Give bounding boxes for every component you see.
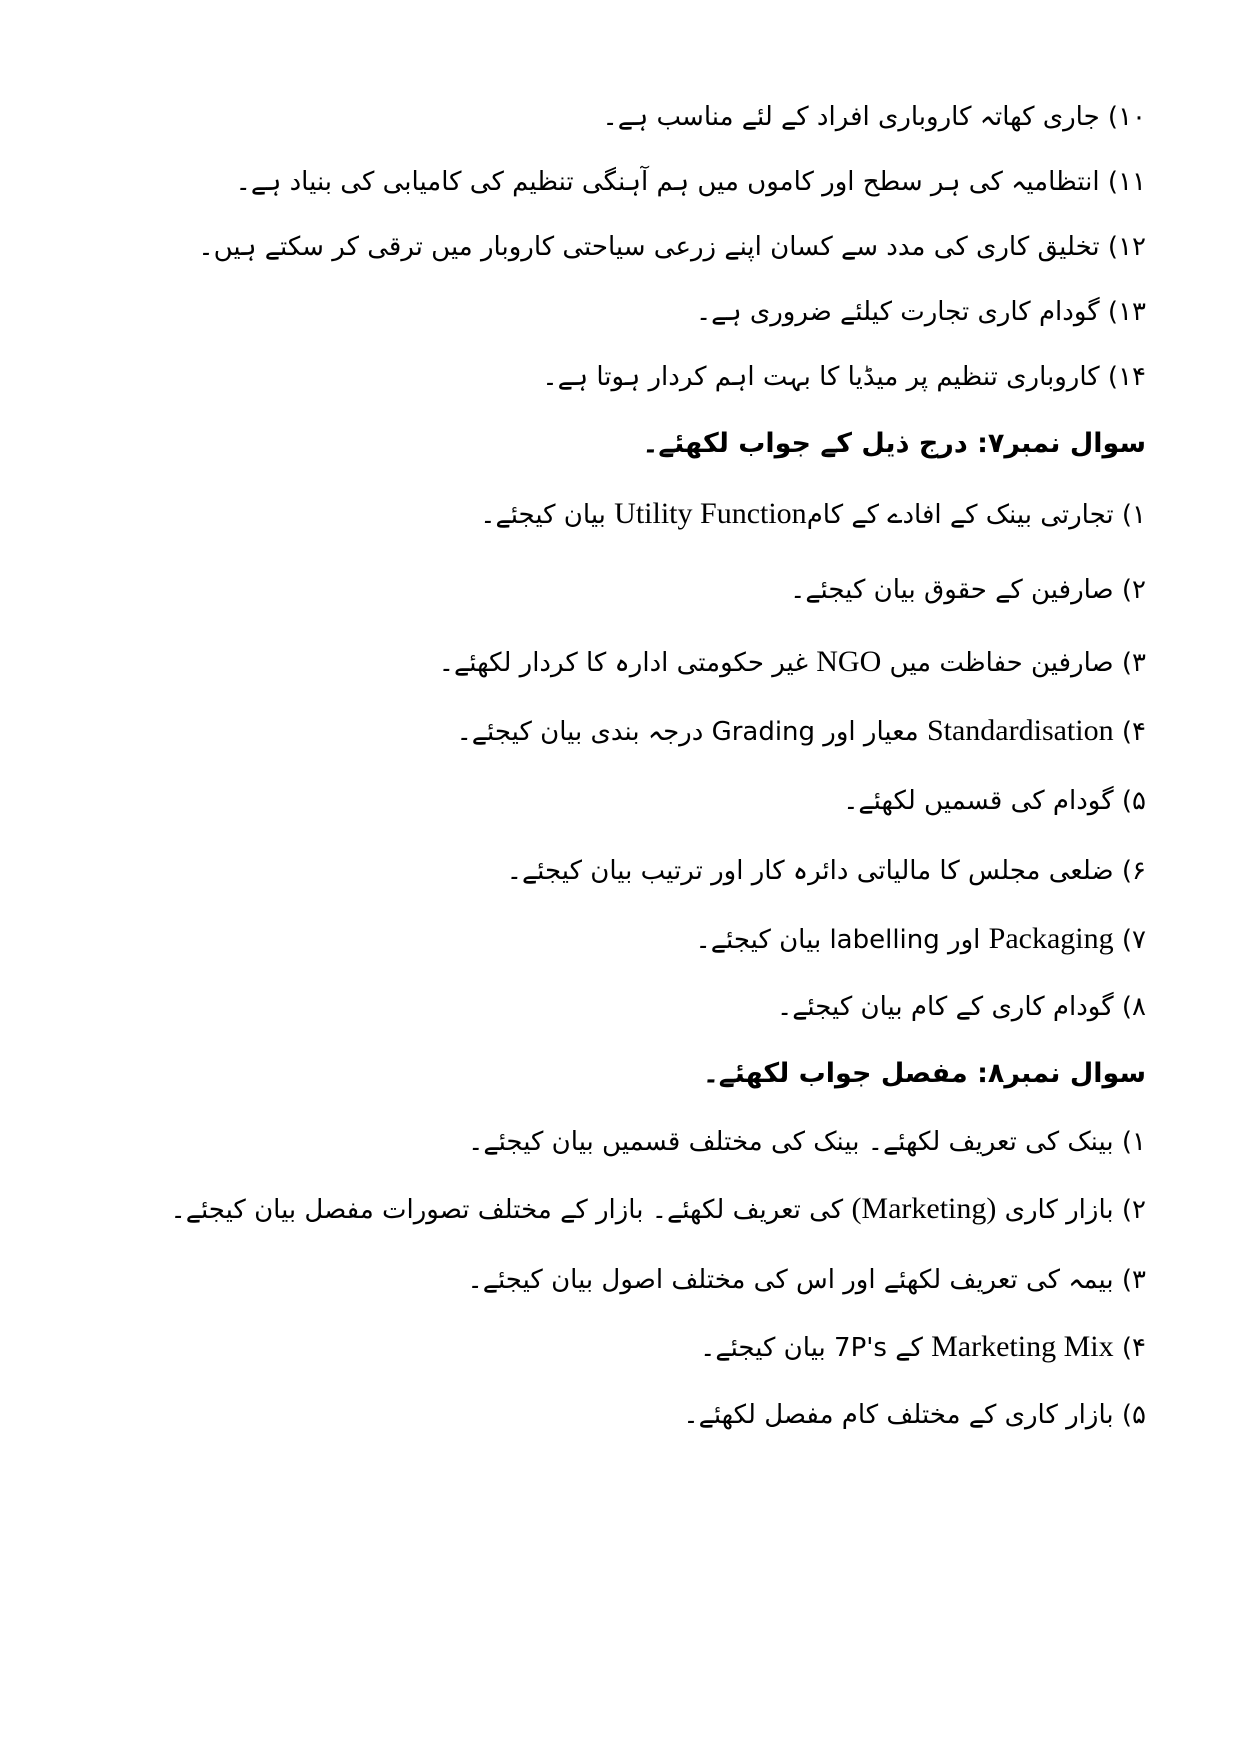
section-8-item-3 [467,1254,1146,1304]
item-text-english: Packaging [988,922,1114,955]
item-text-pre: ۲) بازار کاری [996,1195,1146,1225]
item-text-post: اور labelling بیان کیجئے۔ [695,925,989,955]
item-text-pre: ۴) [1113,717,1146,747]
item-text-pre: ۳) بیمہ کی تعریف لکھئے اور اس کی مختلف اصول بیان کیجئے۔ [467,1265,1146,1295]
item-text-pre: ۷) [1113,925,1146,955]
section-8-item-4 [700,1322,1146,1372]
section-7-item-3 [439,637,1146,687]
item-text-post: کی تعریف لکھئے۔ بازار کے مختلف تصورات مفصل بیان کیجئے۔ [170,1195,852,1225]
section-7-item-5 [843,775,1146,825]
item-text-english: Standardisation [926,714,1114,747]
section-7-item-4 [457,706,1146,756]
item-text-post: بیان کیجئے۔ [480,500,615,530]
section-7-item-1 [480,489,1146,539]
section-8-item-2 [170,1184,1146,1234]
section-8-item-5 [683,1389,1146,1439]
question-line-11: ۱۱) انتظامیہ کی ہر سطح اور کاموں میں ہم آہنگی تنظیم کی کامیابی کی بنیاد ہے۔ [235,167,1146,197]
item-text-pre: ۱) بینک کی تعریف لکھئے۔ بینک کی مختلف قسمیں بیان کیجئے۔ [468,1127,1146,1157]
section-7-item-6 [507,845,1146,895]
item-text-english: Marketing Mix [931,1330,1114,1363]
question-line-14: ۱۴) کاروباری تنظیم پر میڈیا کا بہت اہم کردار ہوتا ہے۔ [542,362,1146,392]
section-7-item-8 [777,981,1146,1031]
item-text-pre: ۲) صارفین کے حقوق بیان کیجئے۔ [790,575,1146,605]
item-text-pre: ۵) گودام کی قسمیں لکھئے۔ [843,786,1146,816]
item-text-pre: ۸) گودام کاری کے کام بیان کیجئے۔ [776,992,1146,1022]
item-text-pre: ۵) بازار کاری کے مختلف کام مفصل لکھئے۔ [683,1400,1146,1430]
item-text-post: معیار اور Grading درجہ بندی بیان کیجئے۔ [456,717,927,747]
section-7-heading: سوال نمبر۷: درج ذیل کے جواب لکھئے۔ [642,428,1146,459]
item-text-pre: ۴) [1113,1333,1146,1363]
section-8-heading: سوال نمبر۸: مفصل جواب لکھئے۔ [702,1058,1146,1089]
question-line-12: ۱۲) تخلیق کاری کی مدد سے کسان اپنے زرعی سیاحتی کاروبار میں ترقی کر سکتے ہیں۔ [198,232,1146,262]
section-8-item-1 [468,1116,1146,1166]
question-line-13: ۱۳) گودام کاری تجارت کیلئے ضروری ہے۔ [695,297,1146,327]
section-7-item-7 [696,914,1147,964]
item-text-post: غیر حکومتی ادارہ کا کردار لکھئے۔ [438,648,817,678]
question-line-10: ۱۰) جاری کھاتہ کاروباری افراد کے لئے مناسب ہے۔ [602,102,1146,132]
item-text-pre: ۳) صارفین حفاظت میں [881,648,1146,678]
item-text-english: Utility Function [614,497,807,530]
item-text-pre: ۱) تجارتی بینک کے افادے کے کام [806,500,1146,530]
item-text-pre: ۶) ضلعی مجلس کا مالیاتی دائرہ کار اور ترتیب بیان کیجئے۔ [506,856,1146,886]
item-text-english: NGO [816,645,882,678]
item-text-post: کے 7P's بیان کیجئے۔ [700,1333,932,1363]
section-7-item-2 [790,564,1146,614]
item-text-english: (Marketing) [851,1192,997,1225]
